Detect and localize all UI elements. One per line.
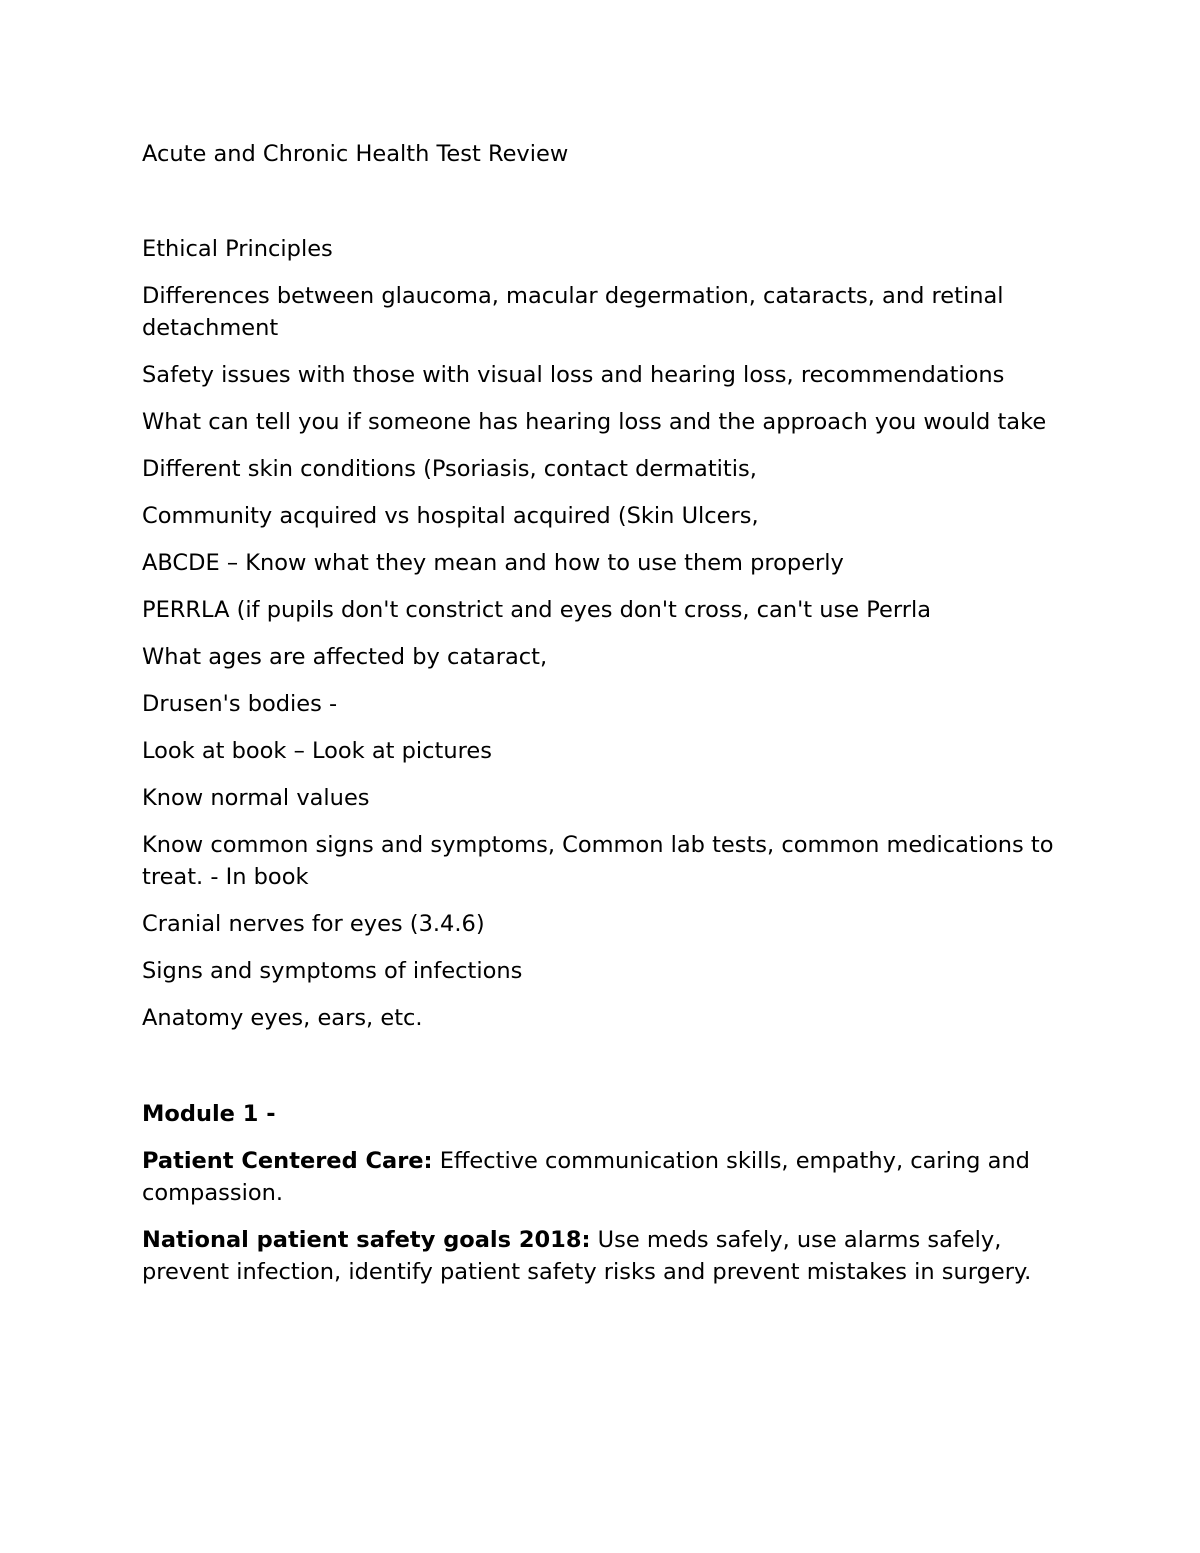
review-list: [142, 233, 1062, 1034]
module-entry: [142, 1145, 1062, 1209]
review-item: PERRLA (if pupils don't constrict and eyes don't cross, can't use Perrla: [142, 597, 931, 623]
document-page: [142, 138, 1062, 1303]
review-item: Know common signs and symptoms, Common lab tests, common medications to treat. - In book: [142, 832, 1054, 890]
review-item: Different skin conditions (Psoriasis, contact dermatitis,: [142, 456, 757, 482]
module-entry-term: National patient safety goals 2018:: [142, 1227, 591, 1253]
module-heading: Module 1 -: [142, 1101, 276, 1127]
review-item: Ethical Principles: [142, 236, 333, 262]
review-item: Anatomy eyes, ears, etc.: [142, 1005, 423, 1031]
module-entry-text: Effective communication skills, empathy, caring and compassion.: [142, 1148, 1030, 1206]
module-entry: [142, 1224, 1062, 1288]
review-item: Differences between glaucoma, macular degermation, cataracts, and retinal detachment: [142, 283, 1004, 341]
review-item: Drusen's bodies -: [142, 691, 338, 717]
review-item: What ages are affected by cataract,: [142, 644, 548, 670]
review-item: Cranial nerves for eyes (3.4.6): [142, 911, 485, 937]
blank-line: [142, 1049, 1062, 1098]
review-item: Signs and symptoms of infections: [142, 958, 523, 984]
review-item: Look at book – Look at pictures: [142, 738, 492, 764]
review-item: Know normal values: [142, 785, 370, 811]
review-item: What can tell you if someone has hearing loss and the approach you would take: [142, 409, 1047, 435]
module-entry-text: Use meds safely, use alarms safely, prevent infection, identify patient safety risks and prevent mistakes in surgery.: [142, 1227, 1032, 1285]
review-item: Safety issues with those with visual loss and hearing loss, recommendations: [142, 362, 1005, 388]
module-entry-term: Patient Centered Care:: [142, 1148, 433, 1174]
review-item: ABCDE – Know what they mean and how to use them properly: [142, 550, 844, 576]
document-title: Acute and Chronic Health Test Review: [142, 141, 569, 167]
review-item: Community acquired vs hospital acquired (Skin Ulcers,: [142, 503, 759, 529]
